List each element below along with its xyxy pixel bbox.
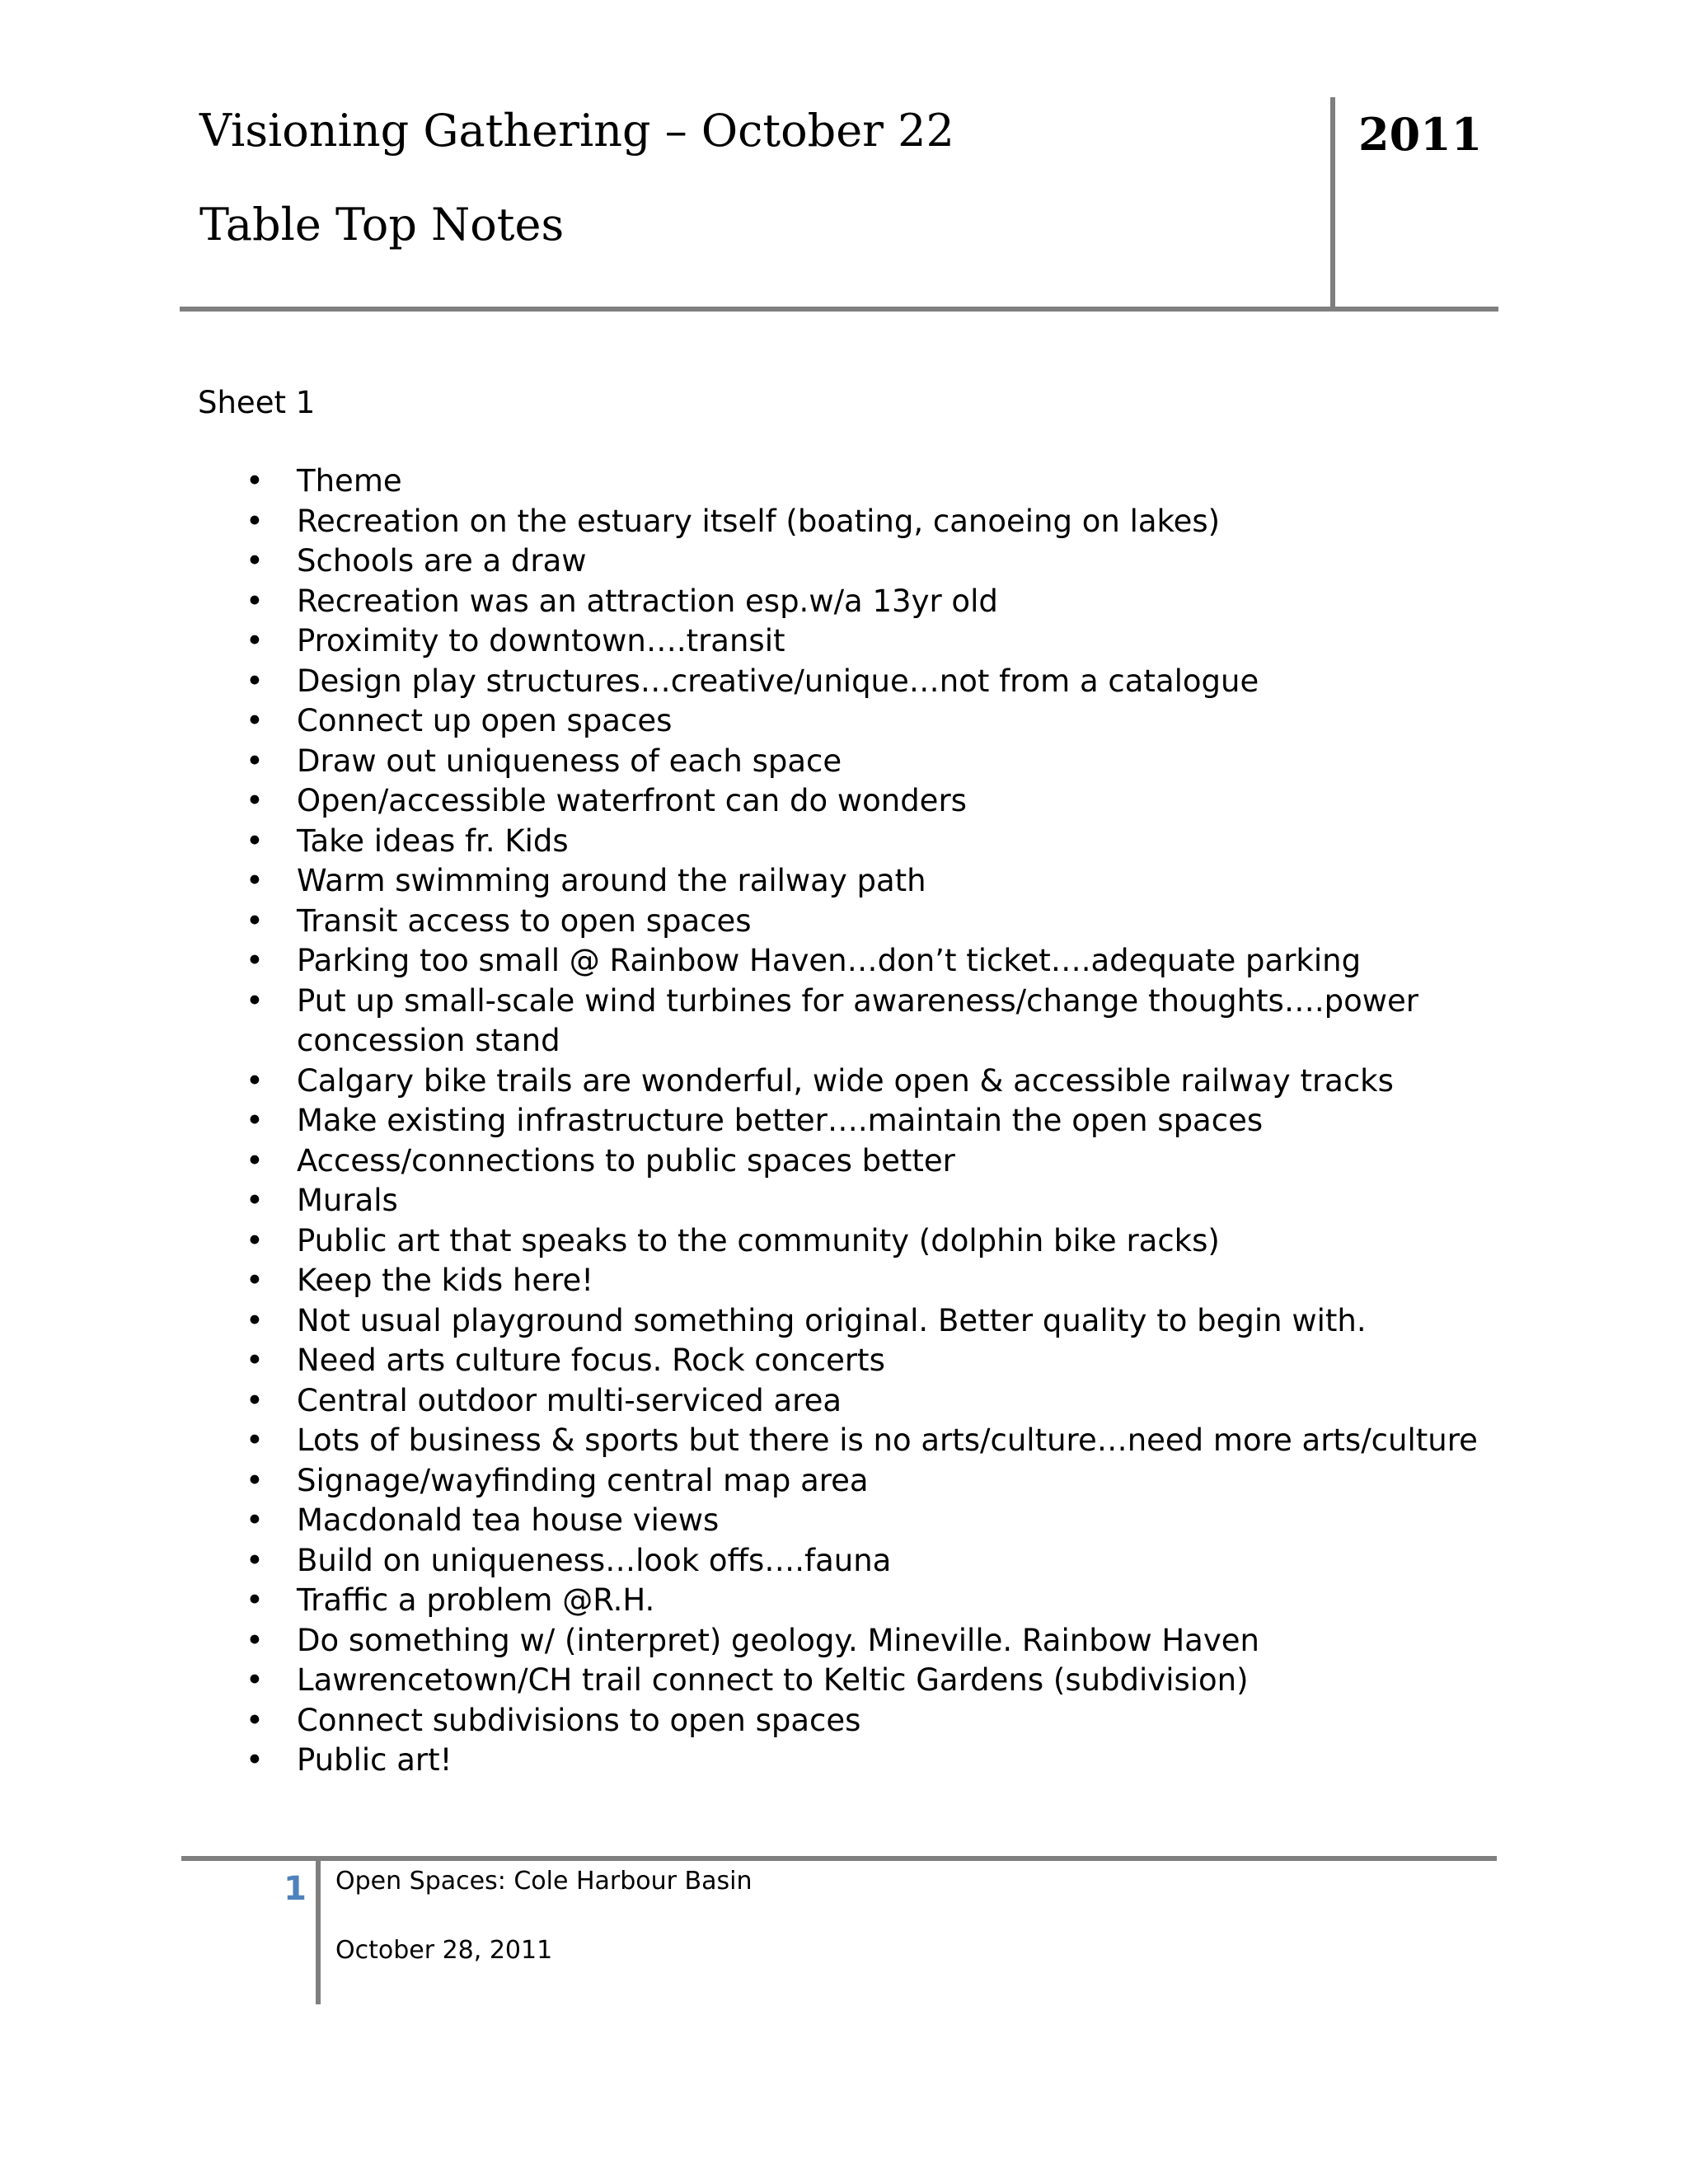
sheet-label: Sheet 1 (198, 385, 316, 420)
list-item: • Lots of business & sports but there is no arts/culture…need more arts/culture (198, 1421, 1484, 1461)
notes-list (198, 462, 1484, 1781)
page-header (180, 97, 1498, 312)
header-vertical-rule (1330, 97, 1335, 310)
list-item: • Macdonald tea house views (198, 1501, 1484, 1541)
list-item: • Signage/wayfinding central map area (198, 1461, 1484, 1502)
list-item: • Connect subdivisions to open spaces (198, 1701, 1484, 1741)
footer-horizontal-rule (181, 1856, 1497, 1861)
list-item: • Recreation on the estuary itself (boating, canoeing on lakes) (198, 502, 1484, 542)
list-item: • Parking too small @ Rainbow Haven…don’t ticket….adequate parking (198, 941, 1484, 982)
list-item: • Lawrencetown/CH trail connect to Keltic Gardens (subdivision) (198, 1661, 1484, 1701)
footer-vertical-rule (316, 1858, 321, 2004)
list-item: • Recreation was an attraction esp.w/a 13yr old (198, 582, 1484, 622)
header-subtitle: Table Top Notes (199, 199, 565, 251)
list-item: • Proximity to downtown….transit (198, 621, 1484, 662)
list-item: • Schools are a draw (198, 541, 1484, 582)
list-item: • Make existing infrastructure better….maintain the open spaces (198, 1101, 1484, 1141)
list-item: • Transit access to open spaces (198, 902, 1484, 942)
footer-date: October 28, 2011 (335, 1936, 553, 1965)
list-item: • Murals (198, 1181, 1484, 1221)
list-item: • Theme (198, 462, 1484, 502)
list-item: • Do something w/ (interpret) geology. Mineville. Rainbow Haven (198, 1621, 1484, 1661)
list-item: • Draw out uniqueness of each space (198, 742, 1484, 782)
list-item: • Keep the kids here! (198, 1261, 1484, 1301)
list-item: • Need arts culture focus. Rock concerts (198, 1341, 1484, 1381)
footer-title: Open Spaces: Cole Harbour Basin (335, 1867, 753, 1896)
header-title: Visioning Gathering – October 22 (199, 105, 954, 157)
page-number: 1 (284, 1870, 307, 1908)
header-year: 2011 (1358, 108, 1483, 161)
list-item: • Public art that speaks to the community (dolphin bike racks) (198, 1221, 1484, 1262)
list-item: • Not usual playground something original. Better quality to begin with. (198, 1301, 1484, 1342)
list-item: • Connect up open spaces (198, 701, 1484, 742)
list-item: • Design play structures…creative/unique…not from a catalogue (198, 662, 1484, 702)
list-item: • Put up small-scale wind turbines for awareness/change thoughts….power concession stand (198, 982, 1500, 1062)
list-item: • Public art! (198, 1741, 1484, 1781)
list-item: • Access/connections to public spaces better (198, 1141, 1484, 1182)
list-item: • Take ideas fr. Kids (198, 822, 1484, 862)
list-item: • Warm swimming around the railway path (198, 861, 1484, 902)
list-item: • Build on uniqueness…look offs….fauna (198, 1541, 1484, 1582)
list-item: • Central outdoor multi-serviced area (198, 1381, 1484, 1422)
list-item: • Open/accessible waterfront can do wonders (198, 781, 1484, 822)
list-item: • Calgary bike trails are wonderful, wide open & accessible railway tracks (198, 1062, 1484, 1102)
list-item: • Traffic a problem @R.H. (198, 1581, 1484, 1621)
header-horizontal-rule (180, 307, 1498, 312)
